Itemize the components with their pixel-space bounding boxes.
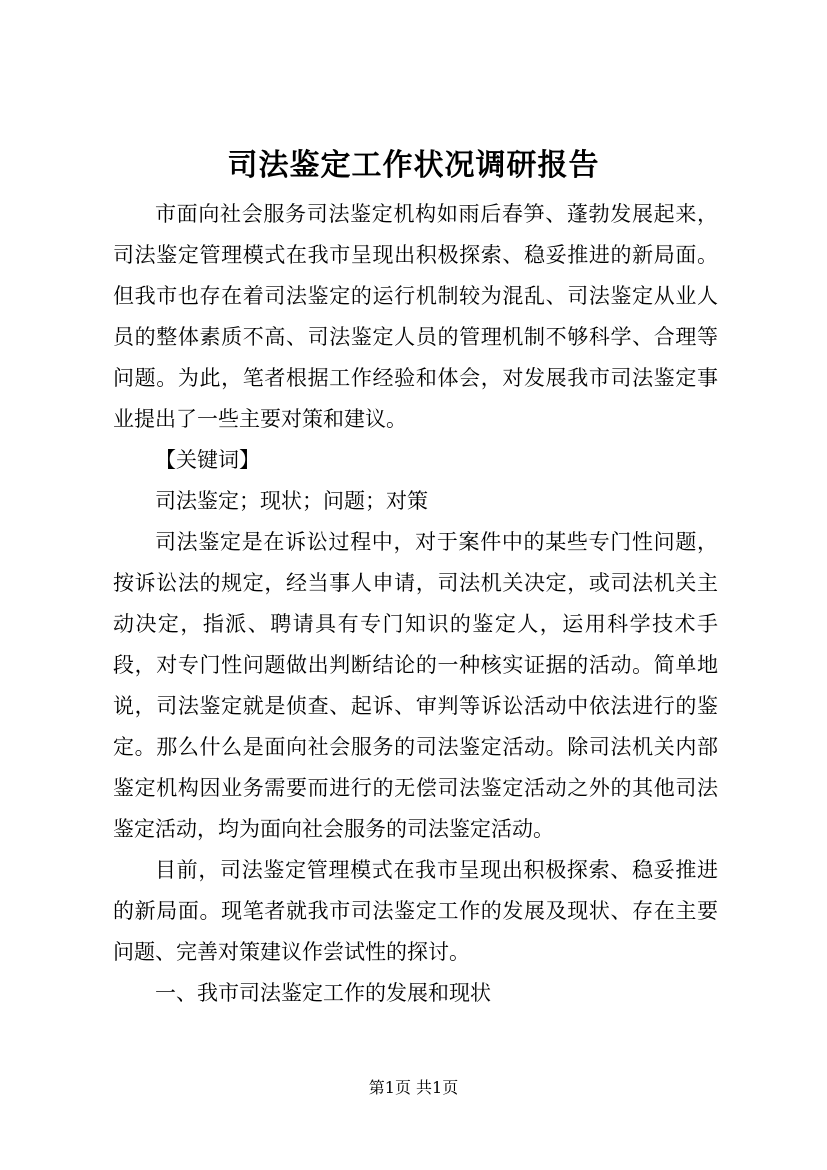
abstract-paragraph: 市面向社会服务司法鉴定机构如雨后春笋、蓬勃发展起来，司法鉴定管理模式在我市呈现出积极探索、稳妥推进的新局面。但我市也存在着司法鉴定的运行机制较为混乱、司法鉴定从业人员的整体素质不高、司法鉴定人员的管理机制不够科学、合理等问题。为此，笔者根据工作经验和体会，对发展我市司法鉴定事业提出了一些主要对策和建议。 xyxy=(113,202,718,431)
keywords-list: 司法鉴定；现状；问题；对策 xyxy=(155,489,428,513)
keywords-heading: 【关键词】 xyxy=(155,448,260,472)
page-number-footer: 第1页 共1页 xyxy=(368,1078,459,1097)
document-title: 司法鉴定工作状况调研报告 xyxy=(227,148,600,183)
document-body xyxy=(113,194,718,1014)
current-status-paragraph: 目前，司法鉴定管理模式在我市呈现出积极探索、稳妥推进的新局面。现笔者就我市司法鉴定工作的发展及现状、存在主要问题、完善对策建议作尝试性的探讨。 xyxy=(113,858,718,964)
section-heading: 一、我市司法鉴定工作的发展和现状 xyxy=(155,981,491,1005)
definition-paragraph: 司法鉴定是在诉讼过程中，对于案件中的某些专门性问题，按诉讼法的规定，经当事人申请，司法机关决定，或司法机关主动决定，指派、聘请具有专门知识的鉴定人，运用科学技术手段，对专门性问题做出判断结论的一种核实证据的活动。简单地说，司法鉴定就是侦查、起诉、审判等诉讼活动中依法进行的鉴定。那么什么是面向社会服务的司法鉴定活动。除司法机关内部鉴定机构因业务需要而进行的无偿司法鉴定活动之外的其他司法鉴定活动，均为面向社会服务的司法鉴定活动。 xyxy=(113,530,718,841)
